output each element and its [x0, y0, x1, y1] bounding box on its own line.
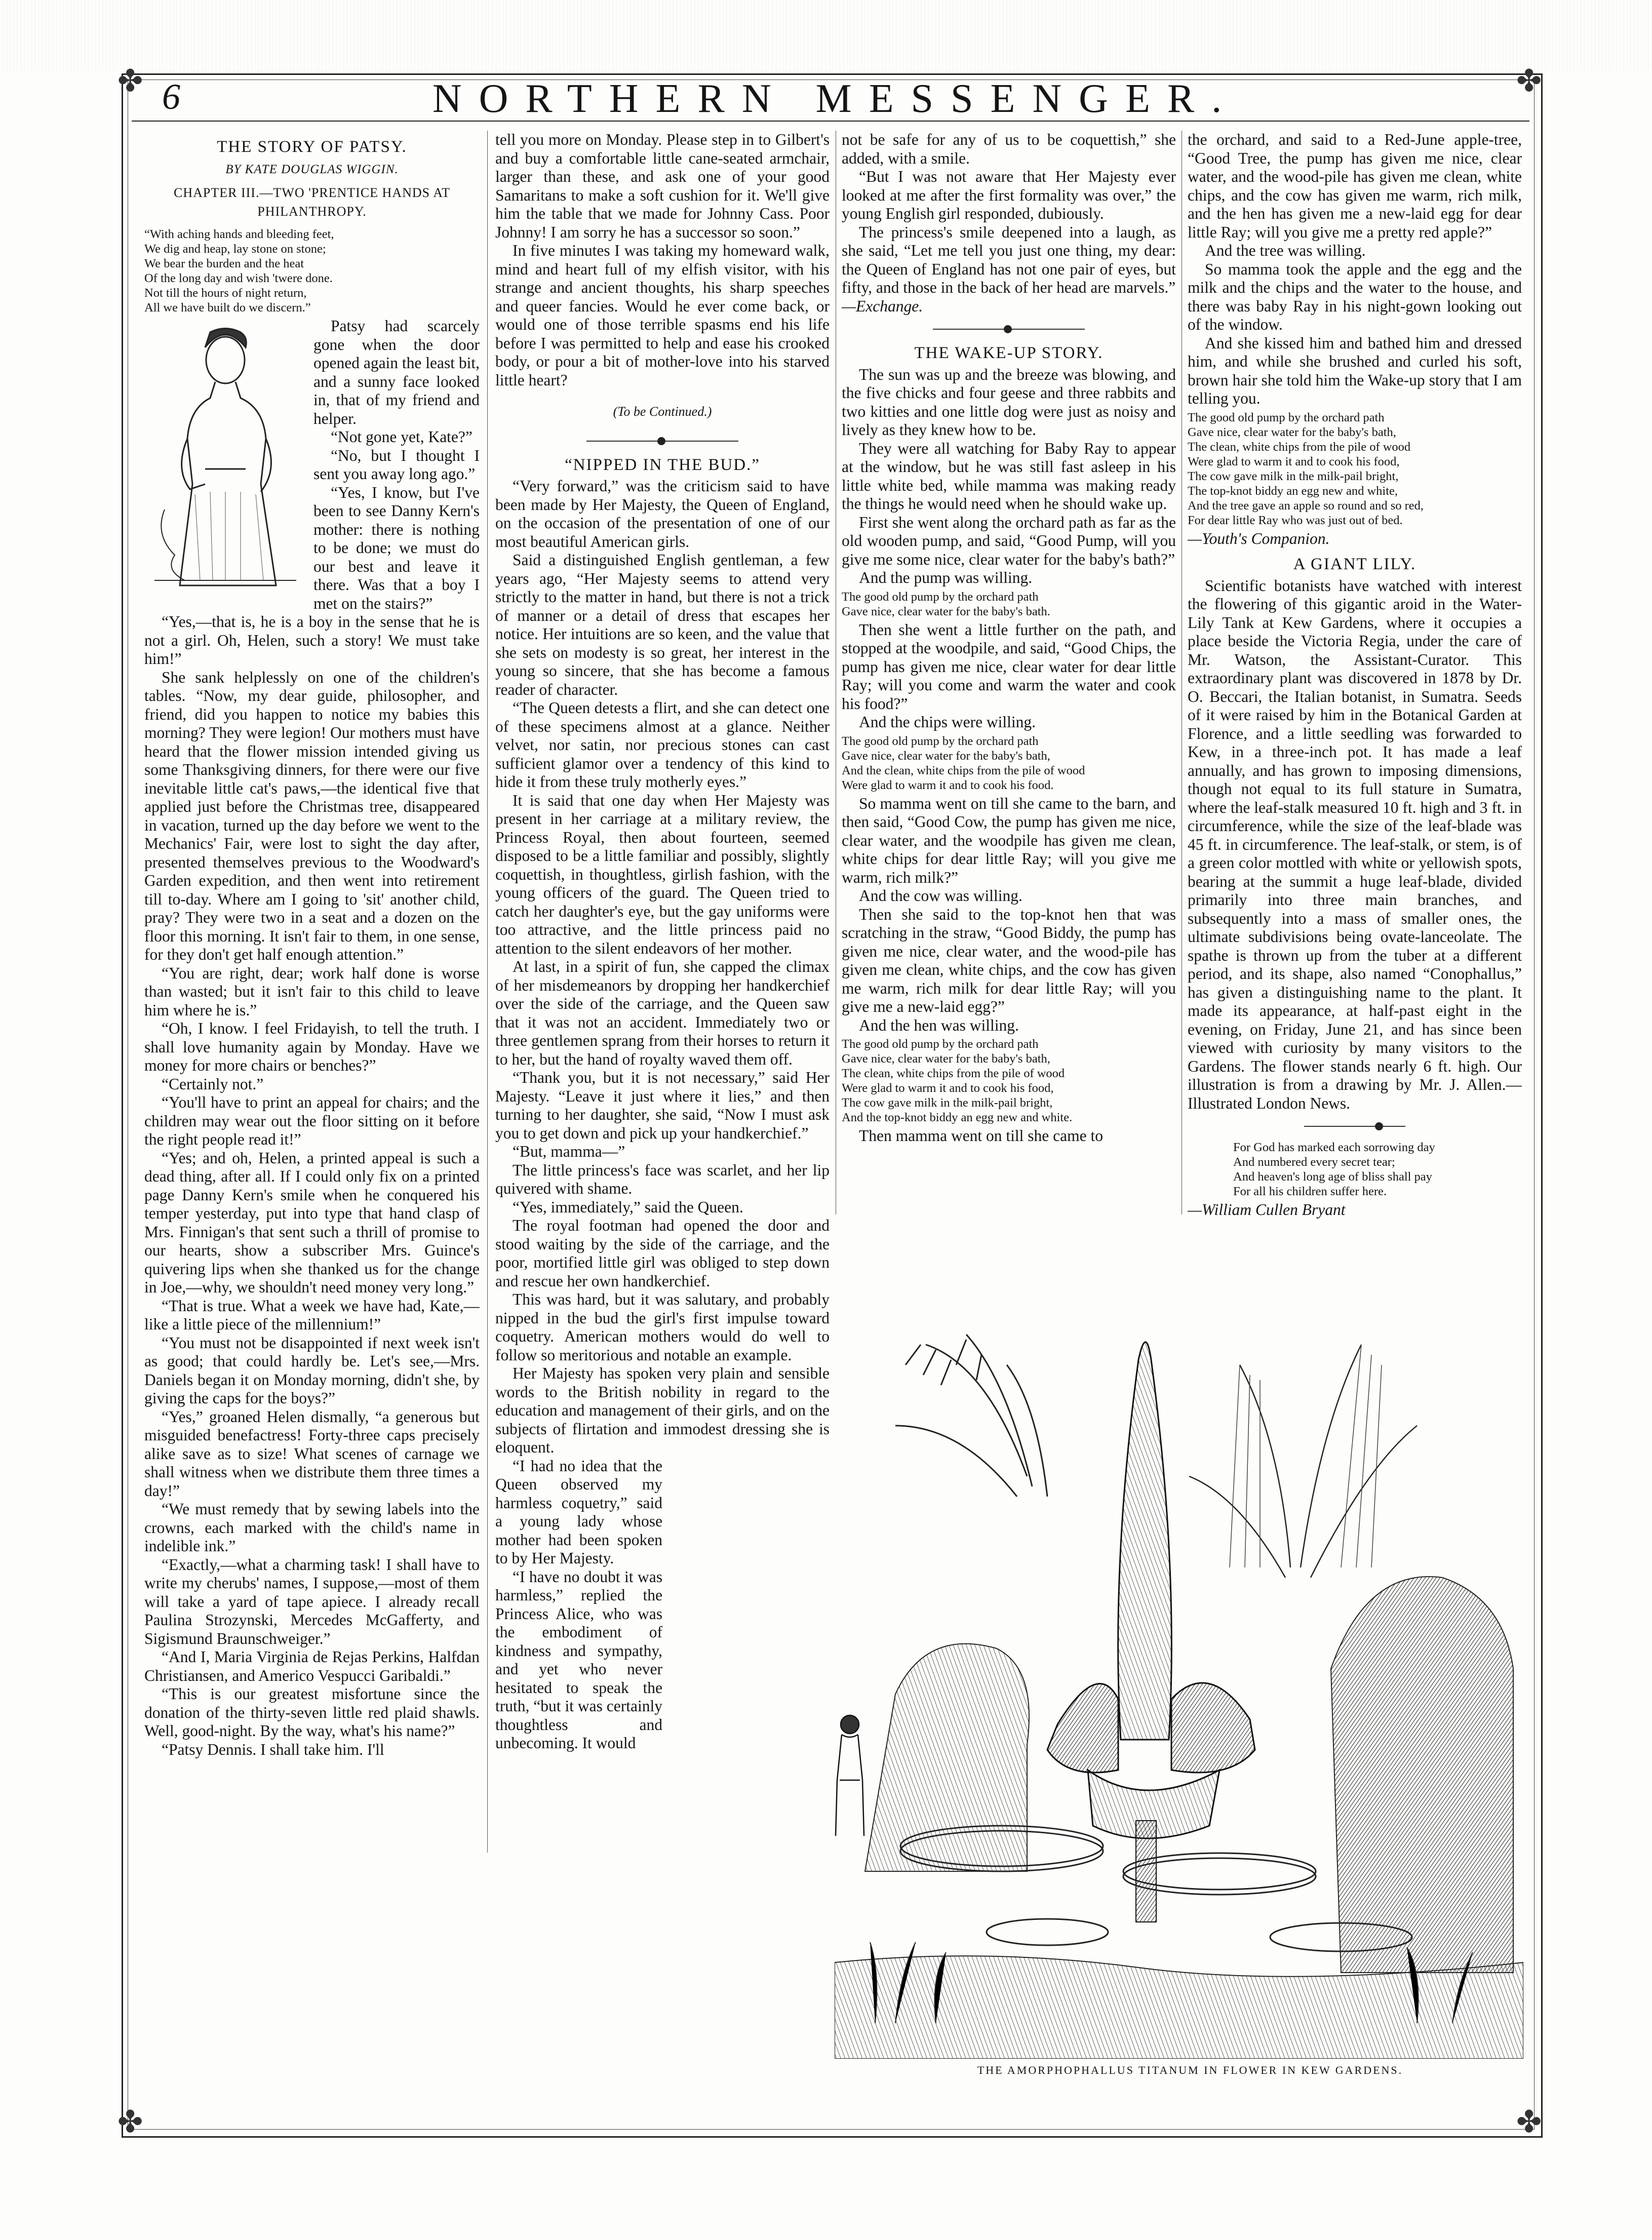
paragraph: They were all watching for Baby Ray to appear at the window, but he was still fast asleep in his little white bed, while mamma was making ready the things he would need when he should wake up. [842, 439, 1176, 513]
column-3 [842, 131, 1176, 1230]
column-4 [1188, 131, 1522, 1225]
paragraph: “You'll have to print an appeal for chairs; and the children may wear out the floor sitting on it before the right people read it!” [144, 1093, 480, 1148]
verse: The good old pump by the orchard path Gave nice, clear water for the baby's bath. [842, 590, 1050, 618]
paragraph: “I had no idea that the Queen observed my harmless coquetry,” said a young lady whose mother had been spoken to by Her Majesty. [495, 1457, 662, 1567]
paragraph: “Yes,” groaned Helen dismally, “a generous but misguided benefactress! Forty-three caps precisely alike save as to size! What scenes of carnage we shall witness when we distribute them three times a day!” [144, 1407, 480, 1500]
paragraph: “Patsy Dennis. I shall take him. I'll [162, 1740, 384, 1758]
paragraph: “Certainly not.” [162, 1075, 264, 1093]
paragraph: “I have no doubt it was harmless,” replied the Princess Alice, who was the embodiment of kindness and sympathy, and yet who never hesitated to speak the truth, “but it was certainly thoughtless and unbecoming. It would [495, 1567, 662, 1752]
paragraph: “We must remedy that by sewing labels into the crowns, each marked with the child's name in indelible ink.” [144, 1500, 480, 1555]
article-title-patsy: THE STORY OF PATSY. [217, 138, 407, 156]
paragraph: “You must not be disappointed if next week isn't as good; that could hardly be. Let's see,—Mrs. Daniels began it on Monday morning, didn't she, by giving the caps for the boys?” [144, 1333, 480, 1407]
masthead-title: NORTHERN MESSENGER. [432, 76, 1239, 121]
paragraph: “Yes, immediately,” said the Queen. [513, 1198, 743, 1216]
verse: The good old pump by the orchard path Gave nice, clear water for the baby's bath, The clean, white chips from the pile of wood Were glad to warm it and to cook his food, The cow gave milk in the milk-pail bright, And the top-knot biddy an egg new and white. [842, 1037, 1073, 1124]
paragraph: And the tree was willing. [1205, 242, 1366, 259]
paragraph: Then she said to the top-knot hen that was scratching in the straw, “Good Biddy, the pump has given me nice, clear water, and the wood-pile has given me clean, white chips, and the cow has given me warm, rich milk for dear little Ray; will you give me a new-laid egg?” [842, 905, 1176, 1015]
paragraph: Her Majesty has spoken very plain and sensible words to the British nobility in regard to the education and management of their girls, and on the subjects of flirtation and immodest dressing she is eloquent. [495, 1364, 830, 1456]
paragraph: At last, in a spirit of fun, she capped the climax of her misdemeanors by dropping her handkerchief over the side of the carriage, and the Queen saw that it was not an accident. Immediately two or three gentlemen sprang from their horses to return it to her, but the hand of royalty waved them off. [495, 958, 830, 1068]
paragraph: And the pump was willing. [859, 569, 1033, 586]
paragraph: “But, mamma—” [513, 1143, 625, 1160]
paragraph: The sun was up and the breeze was blowing, and the five chicks and four geese and three rabbits and two kitties and one little dog were just as noisy and lively as they knew how to be. [842, 365, 1176, 439]
byline: BY KATE DOUGLAS WIGGIN. [225, 162, 399, 176]
paragraph: “Thank you, but it is not necessary,” said Her Majesty. “Leave it just where it lies,” and then turning to her daughter, she said, “Now I must ask you to get down and pick up your handkerchief.” [495, 1069, 830, 1142]
section-divider [1304, 1119, 1405, 1134]
paragraph: The little princess's face was scarlet, and her lip quivered with shame. [495, 1161, 830, 1197]
paragraph: “That is true. What a week we have had, Kate,—like a little piece of the millennium!” [144, 1296, 480, 1333]
paragraph: First she went along the orchard path as far as the old wooden pump, and said, “Good Pump, will you give me some nice, clear water for the baby's bath?” [842, 513, 1176, 568]
lily-illustration [835, 1213, 1523, 2059]
section-divider [933, 322, 1085, 337]
paragraph: So mamma took the apple and the egg and the milk and the chips and the water to the house, and there was baby Ray in his night-gown looking out of the window. [1188, 260, 1522, 333]
epigraph-verse: “With aching hands and bleeding feet, We dig and heap, lay stone on stone; We bear the burden and the heat Of the long day and wish 'twere done. Not till the hours of night return, All we have built do we discern.” [144, 227, 334, 315]
to-be-continued: (To be Continued.) [613, 404, 712, 419]
poem: For God has marked each sorrowing day And numbered every secret tear; And heaven's long age of bliss shall pay For all his children suffer here. [1233, 1141, 1435, 1198]
article-title-wakeup: THE WAKE-UP STORY. [914, 344, 1104, 362]
paragraph: “But I was not aware that Her Majesty ever looked at me after the first formality was over,” the young English girl responded, dubiously. [842, 168, 1176, 222]
poem-source: —William Cullen Bryant [1188, 1201, 1346, 1219]
header-rule [132, 121, 1529, 122]
paragraph: And the cow was willing. [859, 887, 1022, 905]
paragraph: And she kissed him and bathed him and dressed him, and while she brushed and curled his soft, brown hair she told him the Wake-up story that I am telling you. [1188, 334, 1522, 407]
corner-ornament-bl: ✤ [117, 2105, 143, 2139]
paragraph: “You are right, dear; work half done is worse than wasted; but it isn't fair to this child to leave him where he is.” [144, 964, 480, 1019]
article-title-nipped: “NIPPED IN THE BUD.” [565, 455, 760, 474]
paragraph: And the hen was willing. [859, 1016, 1019, 1034]
paragraph: It is said that one day when Her Majesty was present in her carriage at a military review, the Princess Royal, then about fourteen, seemed disposed to be a little familiar and possibly, slightly coquettish, in thoughtless, girlish fashion, with the young officers of the guard. The Queen tried to catch her daughter's eye, but the gay uniforms were too attractive, and the little princess paid no attention to the silent endeavors of her mother. [495, 791, 830, 957]
paragraph: So mamma went on till she came to the barn, and then said, “Good Cow, the pump has given me nice, clear water, and the woodpile has given me clean, white chips for dear little Ray; will you give me warm, rich milk?” [842, 794, 1176, 886]
paragraph: not be safe for any of us to be coquettish,” she added, with a smile. [842, 131, 1176, 167]
verse: The good old pump by the orchard path Gave nice, clear water for the baby's bath, The clean, white chips from the pile of wood Were glad to warm it and to cook his food, The cow gave milk in the milk-pail bright, The top-knot biddy an egg new and white, And the tree gave an apple so round and so red, For dear little Ray who was just out of bed. [1188, 410, 1424, 527]
paragraph: The princess's smile deepened into a laugh, as she said, “Let me tell you just one thing, my dear: the Queen of England has not one pair of eyes, but fifty, and those in the back of her head are marvels.” [842, 223, 1176, 296]
source-credit: —Exchange. [842, 297, 923, 315]
paragraph: “Exactly,—what a charming task! I shall have to write my cherubs' names, I suppose,—most of them will take a yard of tape apiece. I already recall Paulina Strozynski, Mercedes McGafferty, and Sigismund Braunschweiger.” [144, 1555, 480, 1647]
woman-illustration [144, 317, 306, 591]
paragraph: “The Queen detests a flirt, and she can detect one of these specimens almost at a glance. Neither velvet, nor satin, nor precious stones can cast sufficient glamor over a tendency of this kind to hide it from these truly motherly eyes.” [495, 699, 830, 791]
paragraph: This was hard, but it was salutary, and probably nipped in the bud the girl's first impulse toward coquetry. American mothers would do well to follow so meritorious and notable an example. [495, 1290, 830, 1364]
source-credit: —Youth's Companion. [1188, 529, 1330, 547]
corner-ornament-tr: ✤ [1516, 64, 1542, 98]
paragraph: “Not gone yet, Kate?” [331, 428, 473, 446]
amorphophallus-engraving [835, 1213, 1523, 2059]
paragraph: the orchard, and said to a Red-June apple-tree, “Good Tree, the pump has given me nice, clear water, and the wood-pile has given me clean, white chips, and the cow has given me warm, rich milk, and the hen has given me a new-laid egg for dear little Ray; will you give me a pretty red apple?” [1188, 131, 1522, 241]
article-title-lily: A GIANT LILY. [1293, 555, 1417, 573]
paragraph: In five minutes I was taking my homeward walk, mind and heart full of my elfish visitor, with his strange and ancient thoughts, his sharp speeches and queer fancies. Would he ever come back, or would one of those terrible spasms end his life before I was permitted to help and ease his crooked body, or pour a bit of mother-love into his starved little heart? [495, 242, 830, 389]
illustration-caption: THE AMORPHOPHALLUS TITANUM IN FLOWER IN KEW GARDENS. [977, 2064, 1403, 2076]
section-divider [586, 434, 738, 449]
paragraph: “And I, Maria Virginia de Rejas Perkins, Halfdan Christiansen, and Americo Vespucci Garibaldi.” [144, 1648, 480, 1684]
paragraph: tell you more on Monday. Please step in to Gilbert's and buy a comfortable little cane-seated armchair, larger than these, and ask one of your good Samaritans to make a soft cushion for it. We'll give him the table that we made for Johnny Cass. Poor Johnny! I am sorry he has a successor so soon.” [495, 131, 830, 241]
paragraph: “Yes,—that is, he is a boy in the sense that he is not a girl. Oh, Helen, such a story! We must take him!” [144, 613, 480, 667]
paragraph: “Yes; and oh, Helen, a printed appeal is such a dead thing, after all. If I could only fix on a printed page Danny Kern's smile when he conquered his temper yesterday, put into type that hand clasp of Mrs. Finnigan's that sent such a thrill of promise to our hearts, show a subscriber Mrs. Guince's quivering lips when she thanked us for the change in Joe,—why, we shouldn't need money very long.” [144, 1149, 480, 1296]
paragraph: Patsy had scarcely gone when the door opened again the least bit, and a sunny face looked in, that of my friend and helper. [313, 317, 480, 427]
page-number: 6 [162, 76, 180, 117]
column-2 [495, 131, 830, 2063]
corner-ornament-tl: ✤ [117, 64, 143, 98]
verse: The good old pump by the orchard path Gave nice, clear water for the baby's bath, And the clean, white chips from the pile of wood Were glad to warm it and to cook his food. [842, 734, 1085, 792]
paragraph: She sank helplessly on one of the children's tables. “Now, my dear guide, philosopher, and friend, did you happen to notice my babies this morning? They were legion! Our mothers must have heard that the flower mission intended giving us some Thanksgiving dinners, for there were our five inevitable little cat's paws,—the identical five that applied just before the Christmas tree, disappeared in vacation, turned up the day before we went to the Mechanics' Fair, were lost to sight the day after, presented themselves previous to the Woodward's Garden expedition, and then went into retirement till to-day. Where am I going to 'sit' another child, pray? They were two in a seat and a dozen on the floor this morning. It isn't fair to them, in one sense, for they don't get half enough attention.” [144, 668, 480, 963]
paragraph: “Very forward,” was the criticism said to have been made by Her Majesty, the Queen of England, on the occasion of the presentation of one of our most beautiful American girls. [495, 477, 830, 551]
paragraph: Scientific botanists have watched with interest the flowering of this gigantic aroid in the Water-Lily Tank at Kew Gardens, where it occupies a place beside the Victoria Regia, under the care of Mr. Watson, the Assistant-Curator. This extraordinary plant was discovered in 1878 by Dr. O. Beccari, the Italian botanist, in Sumatra. Seeds of it were raised by him in the Botanical Garden at Florence, and a little seedling was forwarded to Kew, in a three-inch pot. It has made a leaf annually, and has grown to imposing dimensions, though not equal to its full stature in Sumatra, where the leaf-stalk measured 10 ft. high and 3 ft. in circumference, while the size of the leaf-blade was 45 ft. in circumference. The leaf-stalk, or stem, is of a green color mottled with white or yellowish spots, bearing at the summit a huge leaf-blade, divided primarily into three main branches, and subsequently into a mass of smaller ones, the ultimate subdivisions being ovate-lanceolate. The spathe is thrown up from the tuber at a different period, and its shape, also named “Conophallus,” has given a distinguishing name to the plant. It made its appearance, at half-past eight in the evening, on Friday, June 21, and has since been viewed with curiosity by many visitors to the Gardens. The flower stands nearly 6 ft. high. Our illustration is from a drawing by Mr. J. Allen.—Illustrated London News. [1188, 576, 1522, 1112]
paragraph: And the chips were willing. [859, 713, 1036, 731]
paragraph: Then mamma went on till she came to [859, 1127, 1103, 1145]
paragraph: “No, but I thought I sent you away long ago.” [313, 446, 480, 483]
paragraph: “Oh, I know. I feel Fridayish, to tell the truth. I shall love humanity again by Monday. Have we money for more chairs or benches?” [144, 1019, 480, 1074]
paragraph: “Yes, I know, but I've been to see Danny Kern's mother: there is nothing to be done; we must do our best and leave it there. Was that a boy I met on the stairs?” [313, 483, 480, 612]
column-rule-1 [487, 131, 488, 1853]
corner-ornament-br: ✤ [1516, 2105, 1542, 2139]
paragraph: “This is our greatest misfortune since the donation of the thirty-seven little red plaid shawls. Well, good-night. By the way, what's his name?” [144, 1685, 480, 1740]
paragraph: Said a distinguished English gentleman, a few years ago, “Her Majesty seems to attend very strictly to the matter in hand, but there is not a trick of manner or a detail of dress that escapes her notice. Her intuitions are so keen, and the value that she sets on modesty is so great, her interest in the young so sincere, that she has become a famous reader of character. [495, 551, 830, 698]
scan-noise [0, 0, 1652, 71]
paragraph: The royal footman had opened the door and stood waiting by the side of the carriage, and the poor, mortified little girl was obliged to step down and rescue her own handkerchief. [495, 1216, 830, 1290]
column-1 [144, 131, 480, 2055]
paragraph: Then she went a little further on the path, and stopped at the woodpile, and said, “Good Chips, the pump has given me nice, clear water for dear little Ray; will you come and warm the water and cook his food?” [842, 620, 1176, 713]
chapter-heading: CHAPTER III.—TWO 'PRENTICE HANDS AT PHILANTHROPY. [174, 185, 450, 219]
